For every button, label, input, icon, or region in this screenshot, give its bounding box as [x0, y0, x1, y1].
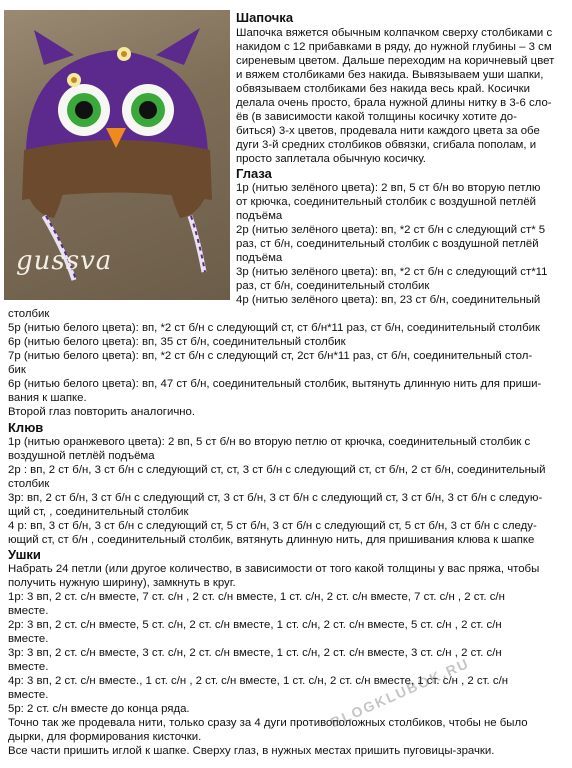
hat-line: обвязываем столбиками без накида весь край. Косички — [236, 83, 530, 95]
eyes-title: Глаза — [236, 166, 272, 181]
eyes-line: 6р (нитью белого цвета): вп, 35 ст б/н, соединительный столбик — [8, 336, 346, 348]
blog-watermark: BLOGKLUBOK.RU — [328, 654, 472, 731]
ears-line: 1р: 3 вп, 2 ст. с/н вместе, 7 ст. с/н , 2 ст. с/н вместе, 1 ст. с/н, 2 ст. с/н вместе, 7 ст. с/н , 2 ст. с/н — [8, 591, 505, 603]
ears-line: 3р: 3 вп, 2 ст. с/н вместе, 3 ст. с/н, 2 ст. с/н вместе, 1 ст. с/н, 2 ст. с/н вместе, 3 ст. с/н , 2 ст. с/н — [8, 647, 502, 659]
eyes-line: 2р (нитью зелёного цвета): вп, *2 ст б/н с следующий ст* 5 — [236, 224, 546, 236]
ears-line: дырки, для формирования кисточки. — [8, 731, 202, 743]
eyes-line: раз, ст б/н, соединительный столбик с воздушной петлёй — [236, 238, 539, 250]
ears-line: Все части пришить иглой к шапке. Сверху глаз, в нужных местах пришить пуговицы-зрачки. — [8, 745, 495, 757]
hat-line: и вяжем столбиками без накида. Вывязываем уши шапки, — [236, 69, 544, 81]
beak-line: 4 р: вп, 3 ст б/н, 3 ст б/н с следующий ст, 5 ст б/н, 3 ст б/н с следующий ст, 5 ст б/н, 3 ст б/н с следу- — [8, 520, 537, 532]
eyes-line: бик — [8, 364, 26, 376]
ears-title: Ушки — [8, 547, 41, 562]
ears-line: получить нужную ширину), замкнуть в круг. — [8, 577, 236, 589]
eyes-line: 6р (нитью белого цвета): вп, 47 ст б/н, соединительный столбик, вытянуть длинную нить для приши- — [8, 378, 542, 390]
eyes-line: 3р (нитью зелёного цвета): вп, *2 ст б/н с следующий ст*11 — [236, 266, 548, 278]
eyes-line: от крючка, соединительный столбик с воздушной петлёй — [236, 196, 537, 208]
hat-line: дуги 3-й средних столбиков обвязки, сгибала пополам, и — [236, 139, 537, 151]
eyes-line: 5р (нитью белого цвета): вп, *2 ст б/н с следующий ст, ст б/н*11 раз, ст б/н, соединительный столбик — [8, 322, 540, 334]
ears-line: вместе. — [8, 633, 49, 645]
beak-line: столбик — [8, 478, 50, 490]
hat-line: биться) 3-х цветов, продевала нити каждого цвета за обе — [236, 125, 540, 137]
beak-line: 1р (нитью оранжевого цвета): 2 вп, 5 ст б/н во вторую петлю от крючка, соединительный столбик с — [8, 436, 531, 448]
hat-line: накидом с 12 прибавками в ряду, до нужной глубины – 3 см — [236, 41, 552, 53]
eyes-line: раз, ст б/н, соединительный столбик — [236, 280, 430, 292]
ears-line: вместе. — [8, 661, 49, 673]
eyes-line: подъёма — [236, 210, 283, 222]
owl-hat-photo — [4, 10, 230, 300]
beak-line: 3р: вп, 2 ст б/н, 3 ст б/н с следующий ст, 3 ст б/н, 3 ст б/н с следующий ст, 3 ст б/н, 3 ст б/н с следую- — [8, 492, 543, 504]
ears-line: вместе. — [8, 689, 49, 701]
eyes-line: столбик — [8, 308, 50, 320]
hat-line: ёв (в зависимости какой толщины косичку хотите до- — [236, 111, 517, 123]
beak-line: воздушной петлёй подъёма — [8, 450, 155, 462]
ears-line: вместе. — [8, 605, 49, 617]
eyes-line: Второй глаз повторить аналогично. — [8, 406, 196, 418]
ears-line: 5р: 2 ст. с/н вместе до конца ряда. — [8, 703, 190, 715]
hat-line: Шапочка вяжется обычным колпачком сверху столбиками с — [236, 27, 553, 39]
beak-line: ющий ст, ст б/н , соединительный столбик, вятянуть длинную нить, для пришивания клюва к шапке — [8, 534, 535, 546]
hat-line: сиреневым цветом. Дальше переходим на коричневый цвет — [236, 55, 555, 67]
beak-line: 2р : вп, 2 ст б/н, 3 ст б/н с следующий ст, ст, 3 ст б/н с следующий ст, ст б/н, 2 ст б/н, соединительный — [8, 464, 546, 476]
eyes-line: подъёма — [236, 252, 283, 264]
photo-watermark: gussva — [16, 246, 113, 276]
eyes-line: 7р (нитью белого цвета): вп, *2 ст б/н с следующий ст, 2ст б/н*11 раз, ст б/н, соединительный стол- — [8, 350, 533, 362]
hat-line: просто заплетала обычную косичку. — [236, 153, 426, 165]
hat-line: делала очень просто, брала нужной длины нитку в 3-6 сло- — [236, 97, 552, 109]
hat-title: Шапочка — [236, 10, 294, 25]
eyes-line: 1р (нитью зелёного цвета): 2 вп, 5 ст б/н во вторую петлю — [236, 182, 541, 194]
ears-line: 2р: 3 вп, 2 ст. с/н вместе, 5 ст. с/н, 2 ст. с/н вместе, 1 ст. с/н, 2 ст. с/н вместе, 5 ст. с/н , 2 ст. с/н — [8, 619, 502, 631]
beak-line: щий ст, , соединительный столбик — [8, 506, 189, 518]
ears-line: Точно так же продевала нити, только сразу за 4 дуги противоположных столбиков, чтобы не было — [8, 717, 528, 729]
eyes-line: вания к шапке. — [8, 392, 87, 404]
eyes-line: 4р (нитью зелёного цвета): вп, 23 ст б/н, соединительный — [236, 294, 541, 306]
ears-line: Набрать 24 петли (или другое количество, в зависимости от того какой толщины у вас пряжа, чтобы — [8, 563, 540, 575]
ears-line: 4р: 3 вп, 2 ст. с/н вместе., 1 ст. с/н , 2 ст. с/н вместе, 1 ст. с/н, 2 ст. с/н вместе, 1 ст. с/н , 2 ст. с/н — [8, 675, 509, 687]
beak-title: Клюв — [8, 420, 44, 435]
